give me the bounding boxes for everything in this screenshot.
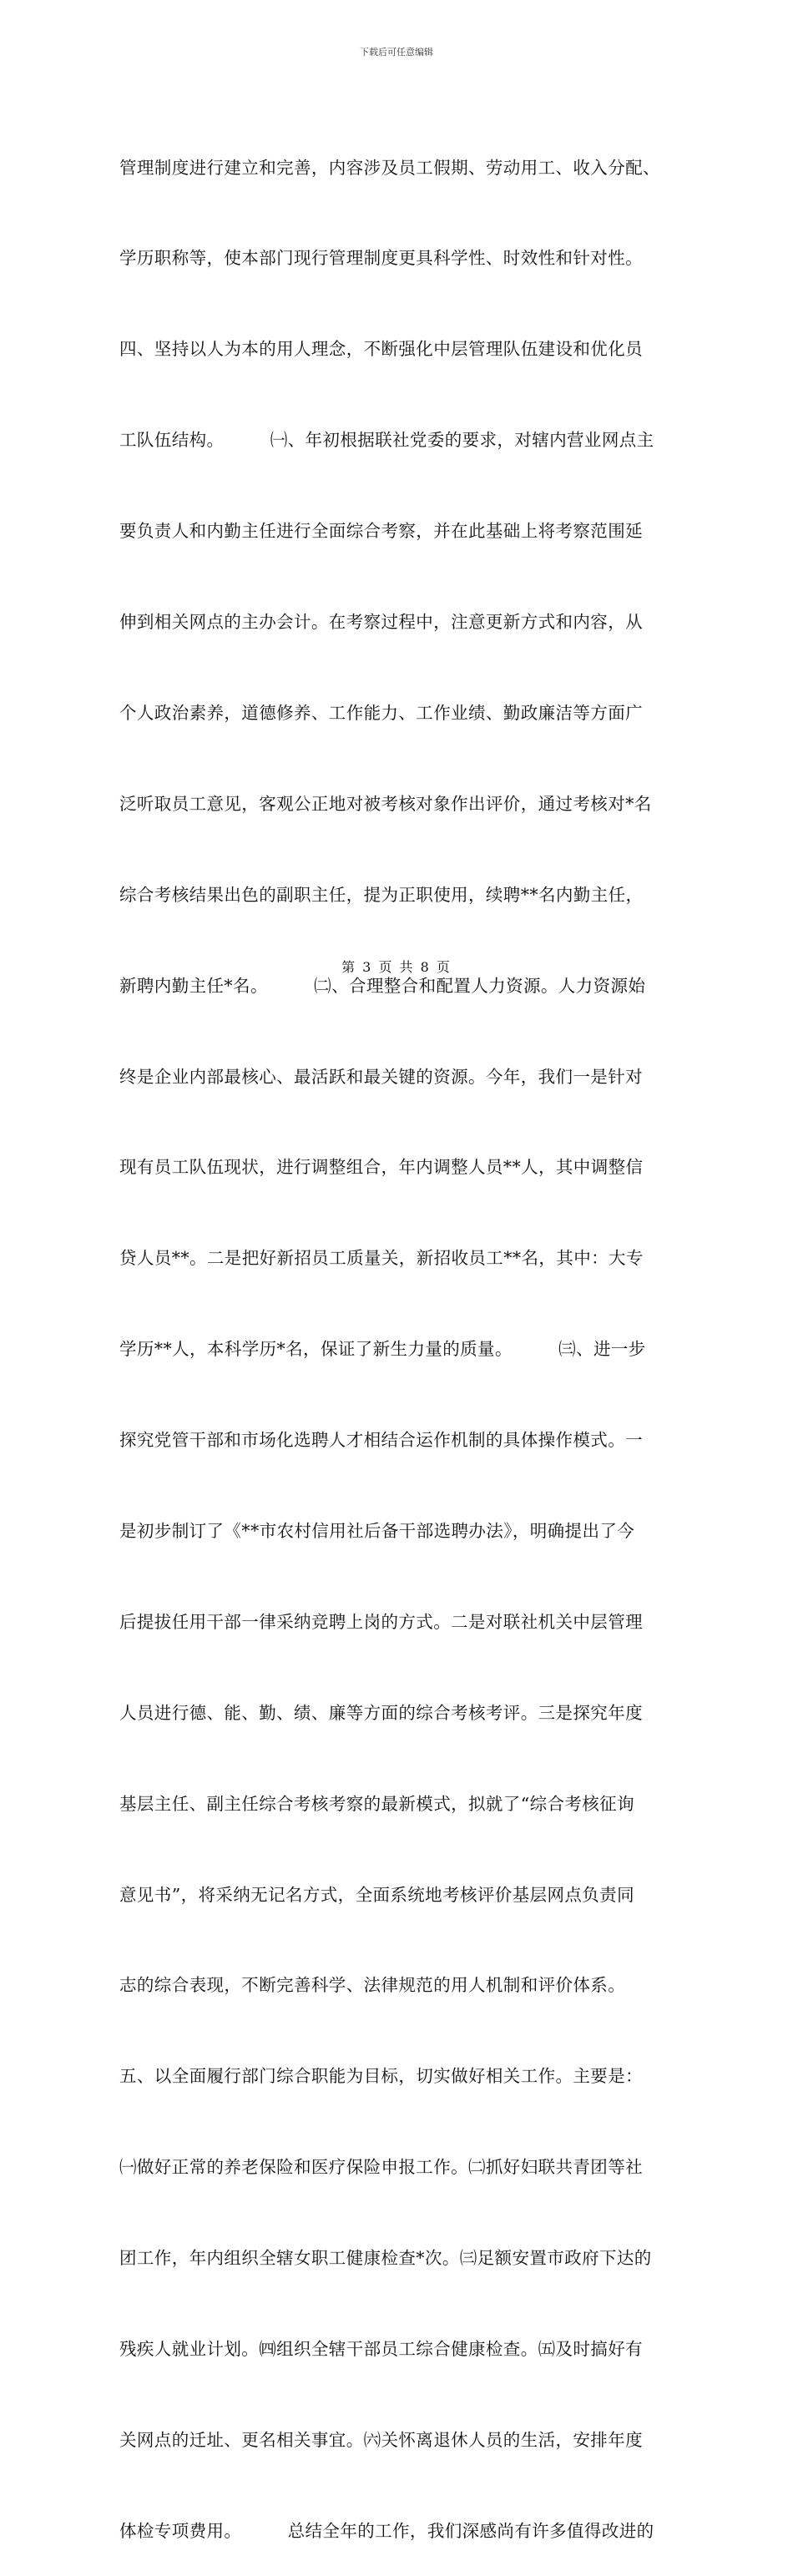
body-line: 学历**人，本科学历*名，保证了新生力量的质量。 ㈢、进一步 <box>119 1339 646 1360</box>
body-line: 伸到相关网点的主办会计。在考察过程中，注意更新方式和内容，从 <box>119 612 643 633</box>
body-line: 后提拔任用干部一律采纳竞聘上岗的方式。二是对联社机关中层管理 <box>119 1611 643 1632</box>
body-line: 综合考核结果出色的副职主任，提为正职使用，续聘**名内勤主任， <box>119 884 644 905</box>
body-line: 志的综合表现，不断完善科学、法律规范的用人机制和评价体系。 <box>119 1975 626 1996</box>
body-line: 团工作，年内组织全辖女职工健康检查*次。㈢足额安置市政府下达的 <box>119 2248 652 2269</box>
body-line: 管理制度进行建立和完善，内容涉及员工假期、劳动用工、收入分配、 <box>119 157 660 178</box>
body-line: 现有员工队伍现状，进行调整组合，年内调整人员**人，其中调整信 <box>119 1157 644 1178</box>
body-line: 意见书”，将采纳无记名方式，全面系统地考核评价基层网点负责同 <box>119 1884 634 1905</box>
body-line: 四、坚持以人为本的用人理念，不断强化中层管理队伍建设和优化员 <box>119 339 643 360</box>
body-line: 关网点的迁址、更名相关事宜。㈥关怀离退休人员的生活，安排年度 <box>119 2429 643 2450</box>
body-line: 要负责人和内勤主任进行全面综合考察，并在此基础上将考察范围延 <box>119 521 643 542</box>
body-line: 五、以全面履行部门综合职能为目标，切实做好相关工作。主要是： <box>119 2066 643 2087</box>
body-line: 体检专项费用。 总结全年的工作，我们深感尚有许多值得改进的 <box>119 2520 654 2541</box>
body-line: ㈠做好正常的养老保险和医疗保险申报工作。㈡抓好妇联共青团等社 <box>119 2157 643 2178</box>
page-number-footer: 第 3 页 共 8 页 <box>341 959 452 975</box>
body-line: 人员进行德、能、勤、绩、廉等方面的综合考核考评。三是探究年度 <box>119 1702 643 1723</box>
body-line: 新聘内勤主任*名。 ㈡、合理整合和配置人力资源。人力资源始 <box>119 975 646 996</box>
body-line: 是初步制订了《**市农村信用社后备干部选聘办法》，明确提出了今 <box>119 1520 635 1541</box>
body-line: 终是企业内部最核心、最活跃和最关键的资源。今年，我们一是针对 <box>119 1066 643 1087</box>
body-line: 探究党管干部和市场化选聘人才相结合运作机制的具体操作模式。一 <box>119 1430 643 1451</box>
page-header-note: 下载后可任意编辑 <box>360 47 433 58</box>
document-body <box>119 92 674 2576</box>
body-line: 基层主任、副主任综合考核考察的最新模式，拟就了“综合考核征询 <box>119 1793 634 1814</box>
body-line: 残疾人就业计划。㈣组织全辖干部员工综合健康检查。㈤及时搞好有 <box>119 2338 643 2359</box>
body-line: 学历职称等，使本部门现行管理制度更具科学性、时效性和针对性。 <box>119 248 643 269</box>
body-line: 贷人员**。二是把好新招员工质量关，新招收员工**名，其中：大专 <box>119 1248 644 1269</box>
body-line: 泛听取员工意见，客观公正地对被考核对象作出评价，通过考核对*名 <box>119 793 652 814</box>
body-line: 工队伍结构。 ㈠、年初根据联社党委的要求，对辖内营业网点主 <box>119 430 654 451</box>
body-line: 个人政治素养，道德修养、工作能力、工作业绩、勤政廉洁等方面广 <box>119 702 643 723</box>
